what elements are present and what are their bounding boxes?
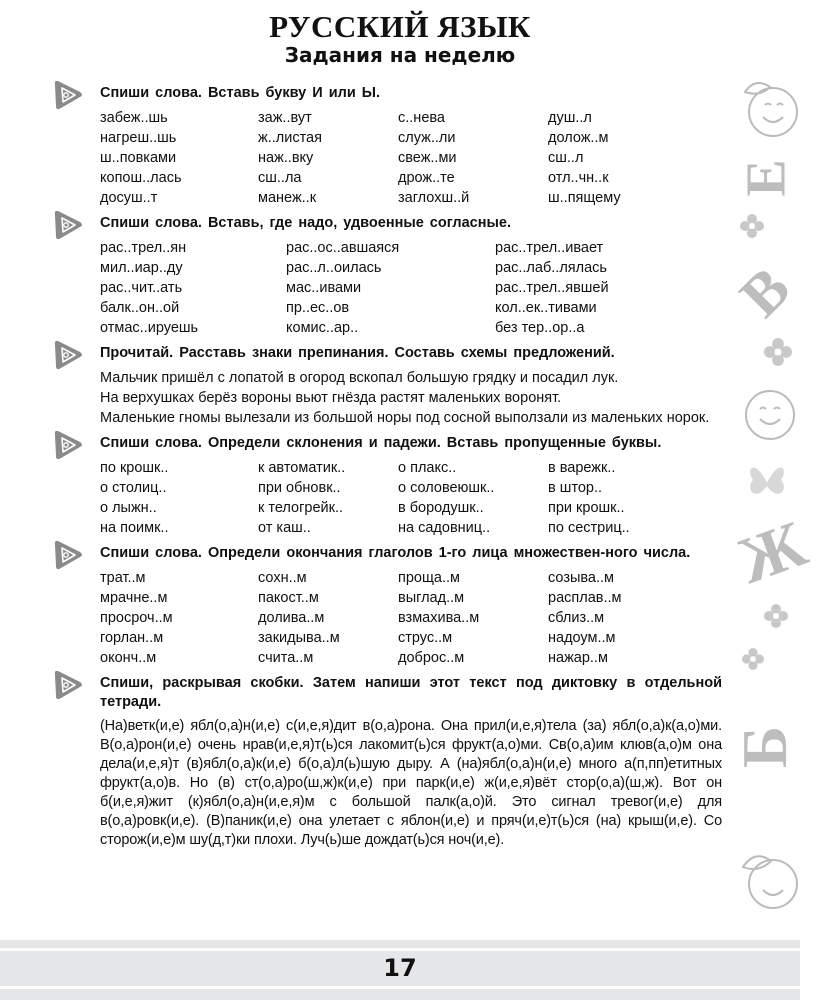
task-heading: Спиши, раскрывая скобки. Затем напиши этот текст под диктовку в отдельной тетради.	[100, 675, 722, 710]
word: рас..трел..явшей	[495, 280, 609, 296]
task-heading: Спиши слова. Вставь, где надо, удвоенные согласные.	[100, 215, 511, 231]
task-1	[0, 84, 800, 208]
word: закидыва..м	[258, 630, 340, 646]
flower-icon	[764, 338, 792, 366]
word-row	[100, 318, 722, 338]
word: о столиц..	[100, 480, 167, 496]
word-grid	[100, 108, 722, 208]
word: наж..вку	[258, 150, 314, 166]
word: досуш..т	[100, 190, 158, 206]
sentence: Маленькие гномы вылезали из большой норы под сосной выползали из маленьких норок.	[100, 410, 710, 426]
word-row	[100, 458, 722, 478]
word: по крошк..	[100, 460, 169, 476]
word: к автоматик..	[258, 460, 346, 476]
word: ж..листая	[258, 130, 322, 146]
word-row	[100, 608, 722, 628]
word: мил..иар..ду	[100, 260, 183, 276]
word-row	[100, 108, 722, 128]
butterfly-icon	[745, 458, 789, 508]
page-footer	[0, 940, 800, 1000]
dictation-paragraph: (На)ветк(и,е) ябл(о,а)н(и,е) с(и,е,я)дит в(о,а)рона. Она прил(и,е,я)тела (за) ябл(о,а)к(а,о)ми. В(о,а)рон(и,е) очень нрав(и,е,я)т(ь)ся лакомит(ь)ся фрукт(а,о)ми. Св(о,а)им клюв(а,о)м она дела(и,е,я)т (в)ябл(о,а)к(и,е) б(о,а)л(ь)шую дыру. А (на)ябл(о,а)н(и,е) много а(п,пп)етитных фрукт(а,о)в. Но (в) ст(о,а)ро(ш,ж)к(и,е) при парк(и,е) ж(и,е,я)вёт стор(о,а)(ш,ж). Вот он б(и,е,я)жит (к)ябл(о,а)н(и,е,я)м с большой палк(а,о)й. Это сигнал тревог(и,е) для в(о,а)ровк(и,е). (В)паник(и,е) она улетает с яблон(и,е) и пряч(и,е)т(ь)ся (на) крыш(и,е). Со сторож(и,е)м шу(д,т)ки плохи. Луч(ь)ше дождат(ь)ся ноч(и,е).	[100, 718, 722, 848]
word-row	[100, 648, 722, 668]
word: в варежк..	[548, 460, 616, 476]
word: забеж..шь	[100, 110, 168, 126]
word-row	[100, 628, 722, 648]
word: на поимк..	[100, 520, 169, 536]
task-marker-icon	[52, 428, 84, 462]
sentence: Мальчик пришёл с лопатой в огород вскопал большую грядку и посадил лук.	[100, 370, 619, 386]
word: душ..л	[548, 110, 592, 126]
word: без тер..ор..а	[495, 320, 585, 336]
task-marker-icon	[52, 338, 84, 372]
task-6	[0, 674, 800, 850]
word: проща..м	[398, 570, 461, 586]
word: о плакс..	[398, 460, 457, 476]
task-2	[0, 214, 803, 338]
girl-face-icon	[735, 842, 800, 917]
word: рас..трел..ян	[100, 240, 187, 256]
task-heading: Прочитай. Расставь знаки препинания. Составь схемы предложений.	[100, 345, 615, 361]
decorative-letter: Б	[729, 725, 801, 769]
word: сохн..м	[258, 570, 307, 586]
word: оконч..м	[100, 650, 157, 666]
word: нагреш..шь	[100, 130, 177, 146]
boy-face-icon	[738, 385, 800, 445]
task-marker-icon	[52, 538, 84, 572]
page-subtitle: Задания на неделю	[284, 43, 516, 67]
page-title: РУССКИЙ ЯЗЫК	[269, 9, 531, 44]
decorative-letter: Ж	[729, 507, 816, 598]
girl-face-icon	[735, 72, 800, 142]
word: с..нева	[398, 110, 445, 126]
word: выглад..м	[398, 590, 465, 606]
word: сблиз..м	[548, 610, 605, 626]
word: созыва..м	[548, 570, 615, 586]
task-heading: Спиши слова. Вставь букву И или Ы.	[100, 85, 380, 101]
task-5	[0, 544, 800, 668]
word: ш..пящему	[548, 190, 621, 206]
flower-icon	[740, 214, 764, 238]
word: о соловеюшк..	[398, 480, 495, 496]
word-row	[100, 478, 722, 498]
word: рас..л..оилась	[286, 260, 382, 276]
word-grid	[100, 568, 722, 668]
word-grid	[100, 238, 722, 338]
reading-text	[100, 368, 722, 428]
task-list	[0, 84, 803, 856]
word-row	[100, 588, 722, 608]
divider	[0, 948, 800, 951]
page-number: 17	[383, 954, 417, 982]
word: мрачне..м	[100, 590, 168, 606]
word: при обновк..	[258, 480, 341, 496]
word: расплав..м	[548, 590, 622, 606]
word: просроч..м	[100, 610, 173, 626]
word-row	[100, 298, 722, 318]
word: сш..л	[548, 150, 584, 166]
task-3	[0, 344, 800, 428]
flower-icon	[764, 604, 788, 628]
word: служ..ли	[398, 130, 456, 146]
word-row	[100, 128, 722, 148]
word-row	[100, 258, 722, 278]
word-row	[100, 498, 722, 518]
word: заглохш..й	[398, 190, 470, 206]
decorative-letter: В	[727, 254, 803, 330]
word: рас..чит..ать	[100, 280, 183, 296]
word: в штор..	[548, 480, 603, 496]
word: горлан..м	[100, 630, 164, 646]
word: долож..м	[548, 130, 609, 146]
task-marker-icon	[52, 668, 84, 702]
word: надоум..м	[548, 630, 616, 646]
word: рас..лаб..лялась	[495, 260, 607, 276]
decorative-letter: Е	[735, 159, 798, 197]
word: на садовниц..	[398, 520, 491, 536]
word: при крошк..	[548, 500, 625, 516]
word: пр..ес..ов	[286, 300, 350, 316]
word: копош..лась	[100, 170, 182, 186]
word: рас..ос..авшаяся	[286, 240, 400, 256]
word: кол..ек..тивами	[495, 300, 597, 316]
word: отмас..ируешь	[100, 320, 199, 336]
word: сш..ла	[258, 170, 302, 186]
word: в бородушк..	[398, 500, 484, 516]
word-row	[100, 188, 722, 208]
word: заж..вут	[258, 110, 312, 126]
word: счита..м	[258, 650, 314, 666]
word: нажар..м	[548, 650, 608, 666]
flower-icon	[742, 648, 764, 670]
word-row	[100, 278, 722, 298]
sentence: На верхушках берёз вороны вьют гнёзда растят маленьких воронят.	[100, 390, 562, 406]
word: мас..ивами	[286, 280, 362, 296]
word: струс..м	[398, 630, 453, 646]
task-4	[0, 434, 800, 538]
word-row	[100, 568, 722, 588]
word: свеж..ми	[398, 150, 457, 166]
word-grid	[100, 458, 722, 538]
divider	[0, 986, 800, 989]
word: доброс..м	[398, 650, 465, 666]
word: трат..м	[100, 570, 146, 586]
word: рас..трел..ивает	[495, 240, 604, 256]
word: долива..м	[258, 610, 325, 626]
task-heading: Спиши слова. Определи склонения и падежи. Вставь пропущенные буквы.	[100, 435, 662, 451]
word: манеж..к	[258, 190, 317, 206]
word-row	[100, 518, 722, 538]
word: балк..он..ой	[100, 300, 180, 316]
word: дрож..те	[398, 170, 455, 186]
word: комис..ар..	[286, 320, 359, 336]
task-heading: Спиши слова. Определи окончания глаголов 1-го лица множествен-ного числа.	[100, 545, 691, 561]
task-marker-icon	[52, 208, 84, 242]
word: ш..повками	[100, 150, 177, 166]
word-row	[100, 148, 722, 168]
word: по сестриц..	[548, 520, 630, 536]
word: отл..чн..к	[548, 170, 609, 186]
word: взмахива..м	[398, 610, 480, 626]
dictation-text	[100, 717, 722, 850]
word-row	[100, 238, 722, 258]
word-row	[100, 168, 722, 188]
word: пакост..м	[258, 590, 319, 606]
word: от каш..	[258, 520, 311, 536]
word: о лыжн..	[100, 500, 157, 516]
word: к телогрейк..	[258, 500, 344, 516]
task-marker-icon	[52, 78, 84, 112]
